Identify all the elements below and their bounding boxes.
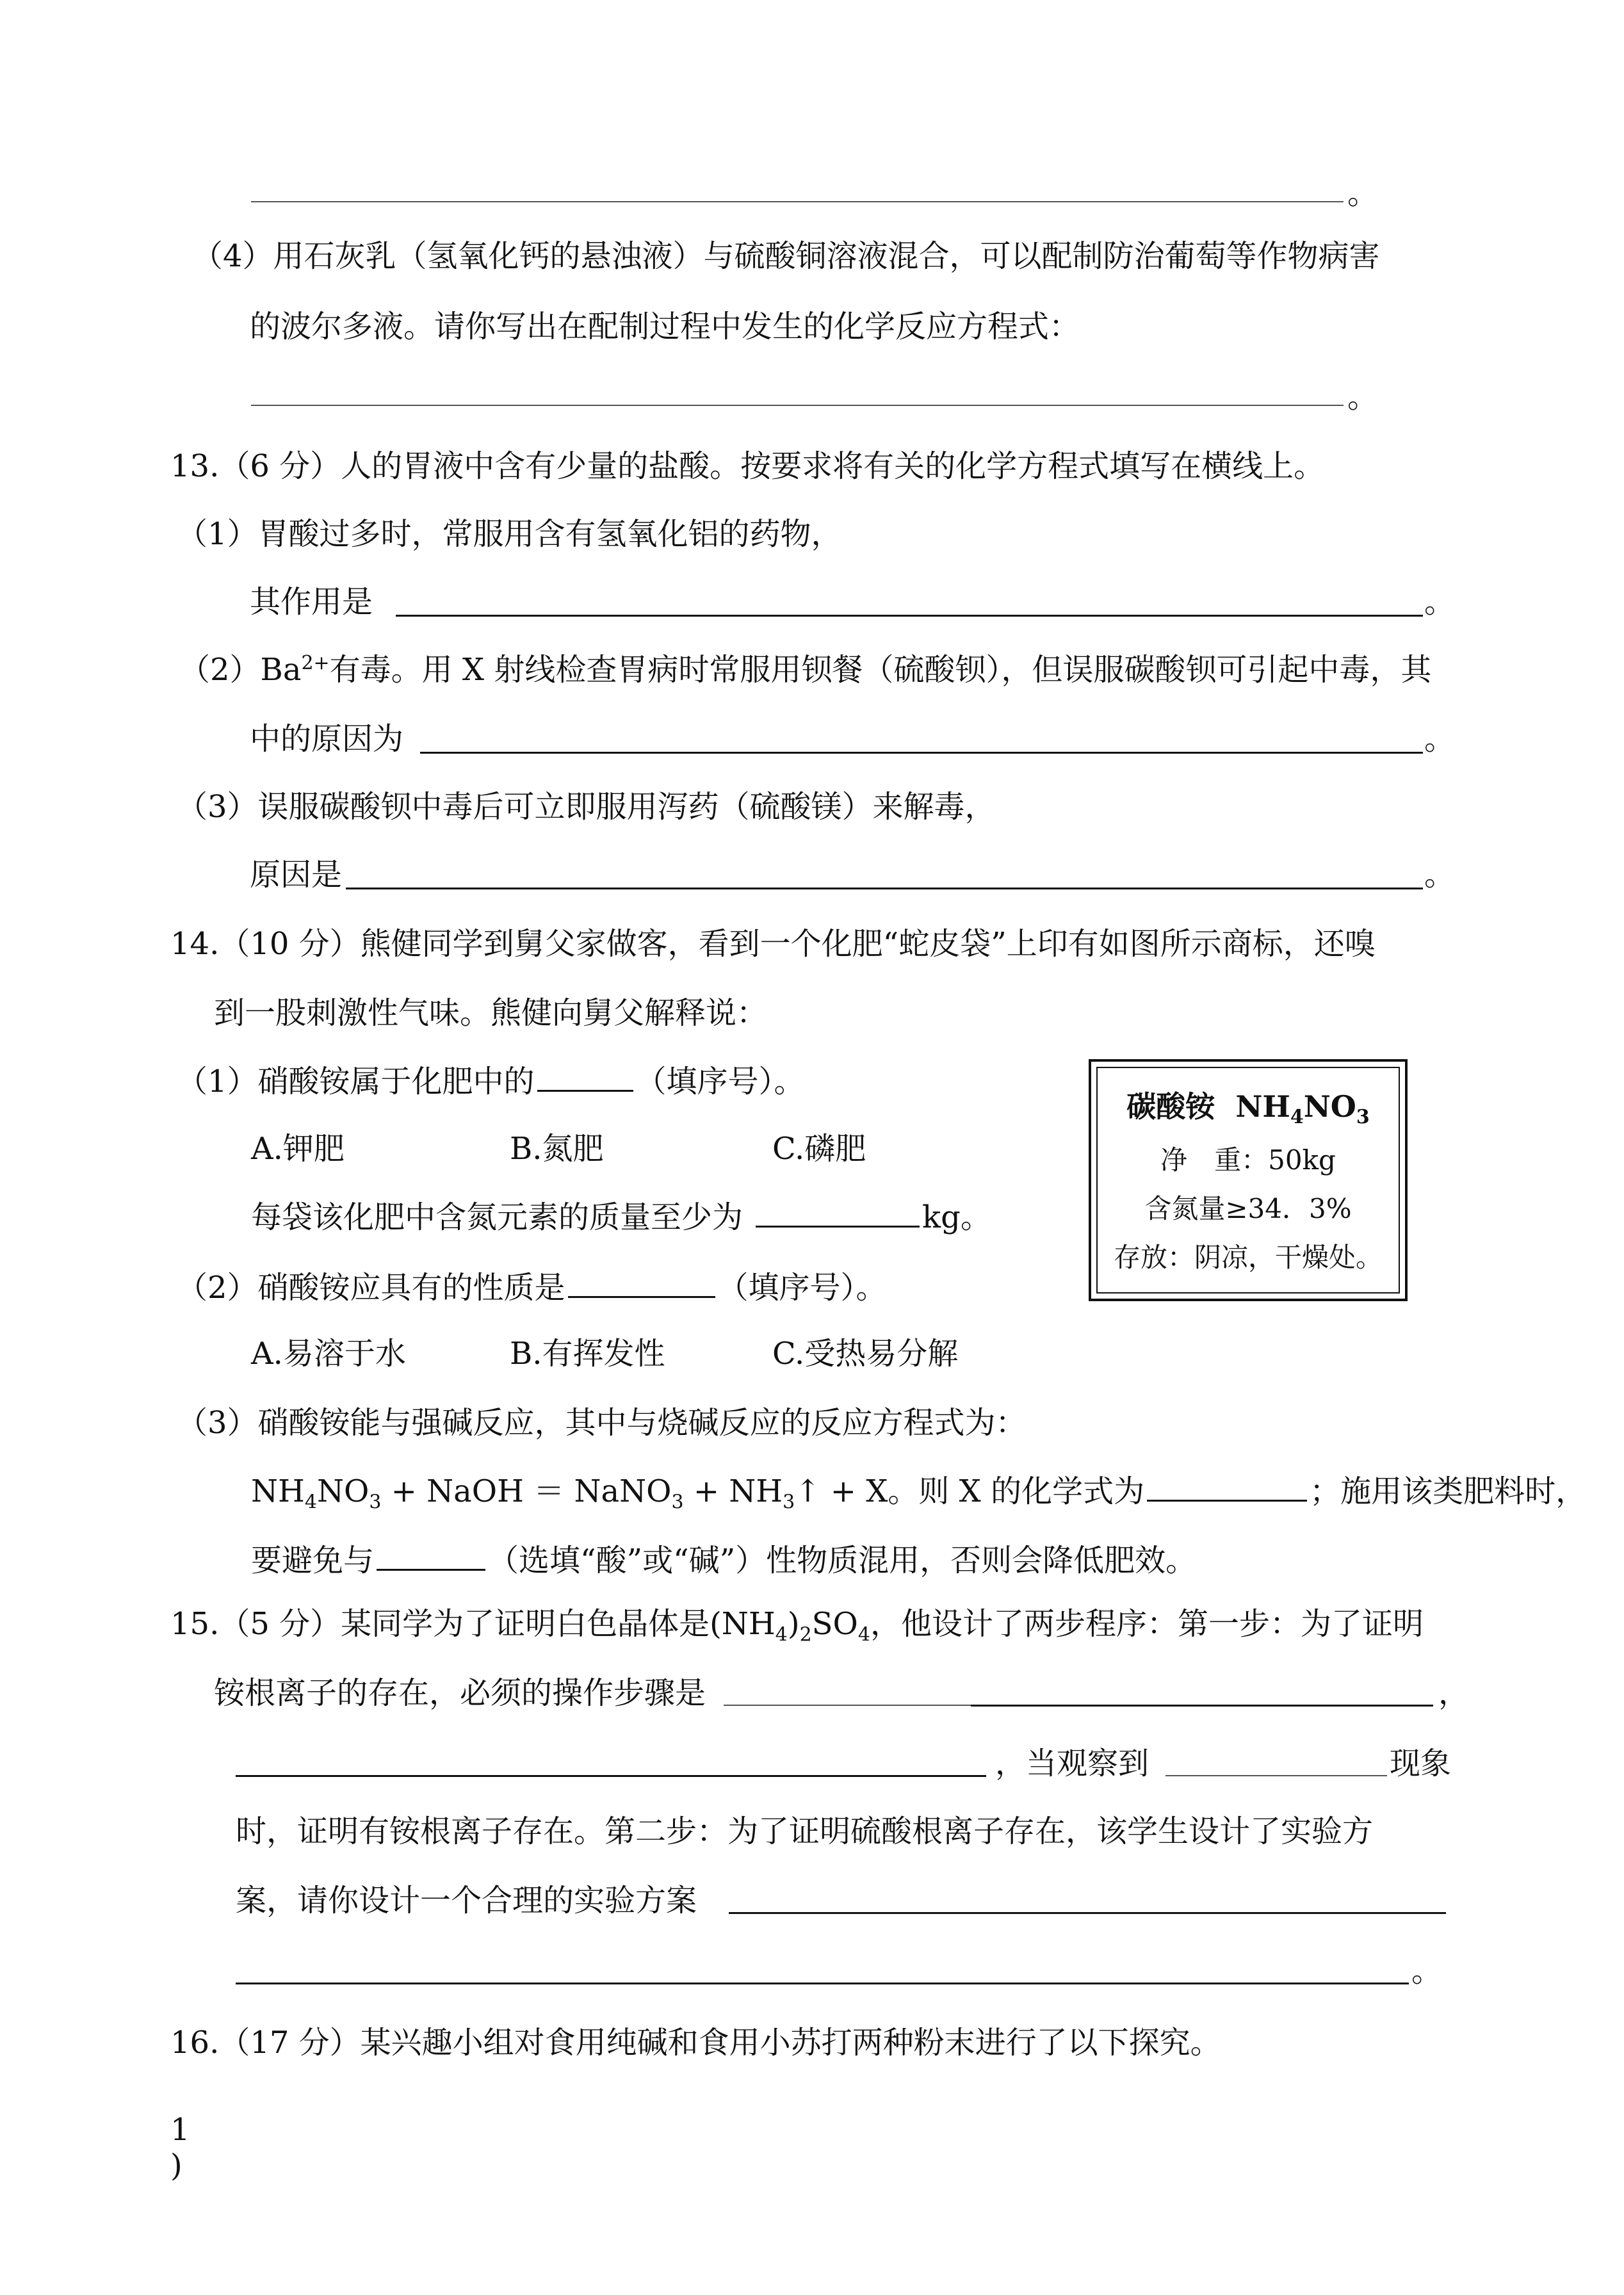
q14-stem-line1: 14.（10 分）熊健同学到舅父家做客，看到一个化肥“蛇皮袋”上印有如图所示商标，还嗅: [170, 926, 1376, 962]
answer-line: [396, 615, 1423, 617]
q16-stem: 16.（17 分）某兴趣小组对食用纯碱和食用小苏打两种粉末进行了以下探究。: [170, 2025, 1221, 2061]
answer-line: [1165, 1775, 1387, 1776]
answer-line: [251, 201, 1344, 202]
end-mark: 。: [1347, 379, 1379, 415]
q15-line2: 铵根离子的存在，必须的操作步骤是: [214, 1675, 706, 1711]
q15-line1: 15.（5 分）某同学为了证明白色晶体是$(NH_4)_2SO_4$，他设计了两步程序：第一步：为了证明: [170, 1606, 1424, 1646]
q13-part3-line1: （3）误服碳酸钡中毒后可立即服用泻药（硫酸镁）来解毒，: [177, 789, 996, 825]
answer-line: [236, 1983, 1409, 1984]
q13-part3-line2: 原因是: [250, 857, 343, 893]
answer-line: [251, 405, 1344, 406]
end-mark: 。: [1411, 1953, 1443, 1989]
answer-line: [971, 1705, 1433, 1707]
q13-stem: 13.（6 分）人的胃液中含有少量的盐酸。按要求将有关的化学方程式填写在横线上。: [170, 448, 1325, 484]
end-mark: 。: [1424, 857, 1456, 893]
q15-line3-mid: ，当观察到: [995, 1746, 1149, 1781]
q14-option-c: C.磷肥: [772, 1131, 866, 1167]
q14-option-a: A.易溶于水: [251, 1336, 406, 1372]
label-nitrogen-content: 含氮量≥34．3%: [1144, 1193, 1352, 1224]
label-title: 碳酸铵 $NH_4NO_3$: [1126, 1089, 1370, 1129]
end-mark: 。: [1347, 175, 1379, 211]
page-number-paren: ): [170, 2148, 183, 2184]
q13-part1-line2: 其作用是: [250, 584, 373, 620]
q14-option-a: A.钾肥: [251, 1131, 345, 1167]
q14-part3-line3: 要避免与 （选填“酸”或“碱”）性物质混用，否则会降低肥效。: [251, 1539, 1196, 1580]
answer-line: [729, 1912, 1446, 1914]
q14-part3-line1: （3）硝酸铵能与强碱反应，其中与烧碱反应的反应方程式为：: [177, 1405, 1027, 1441]
answer-line: [724, 1705, 971, 1706]
answer-line: [346, 888, 1423, 889]
fill-blank: [756, 1196, 920, 1228]
q14-option-b: B.有挥发性: [510, 1336, 665, 1372]
answer-line: [420, 752, 1423, 754]
q13-part1-line1: （1）胃酸过多时，常服用含有氢氧化铝的药物，: [177, 516, 842, 552]
fill-blank: [1147, 1470, 1307, 1502]
q13-part2-line2: 中的原因为: [250, 721, 404, 757]
q14-equation-line: $NH_4NO_3$ + NaOH ＝ NaNO$_3$ + $NH_3↑ + X$。则 X 的化学式为 ；施用该类肥料时，: [251, 1470, 1586, 1511]
label-net-weight: 净 重：50kg: [1160, 1144, 1336, 1176]
q14-option-c: C.受热易分解: [772, 1336, 959, 1372]
q13-part2-line1: $(2)Ba^{2+}$有毒。用 X 射线检查胃病时常服用钡餐（硫酸钡），但误服碳酸钡可引起中毒，其: [179, 652, 1432, 688]
label-storage: 存放：阴凉，干燥处。: [1113, 1242, 1383, 1273]
q12-part4-line1: （4）用石灰乳（氢氧化钙的悬浊液）与硫酸铜溶液混合，可以配制防治葡萄等作物病害: [192, 238, 1380, 274]
q15-line4: 时，证明有铵根离子存在。第二步：为了证明硫酸根离子存在，该学生设计了实验方: [236, 1813, 1374, 1849]
fill-blank: [568, 1267, 715, 1298]
q14-mass-line: 每袋该化肥中含氮元素的质量至少为 kg。: [251, 1196, 991, 1237]
q14-stem-line2: 到一股刺激性气味。熊健向舅父解释说：: [214, 995, 768, 1031]
end-mark: 。: [1424, 584, 1456, 620]
fill-blank: [537, 1060, 633, 1092]
q14-option-b: B.氮肥: [510, 1131, 604, 1167]
fertilizer-label: [1089, 1059, 1408, 1301]
q14-part2: （2）硝酸铵应具有的性质是 （填序号）。: [177, 1267, 887, 1307]
end-mark: 。: [1424, 721, 1456, 757]
q15-line3-end: 现象: [1390, 1746, 1452, 1781]
q14-part1: （1）硝酸铵属于化肥中的 （填序号）。: [177, 1060, 805, 1101]
answer-line: [236, 1775, 986, 1777]
page-number: 1: [170, 2112, 190, 2148]
fill-blank: [377, 1539, 485, 1571]
punctuation: ，: [1438, 1675, 1470, 1711]
q15-line5: 案，请你设计一个合理的实验方案: [236, 1883, 697, 1918]
q12-part4-line2: 的波尔多液。请你写出在配制过程中发生的化学反应方程式：: [250, 309, 1080, 345]
